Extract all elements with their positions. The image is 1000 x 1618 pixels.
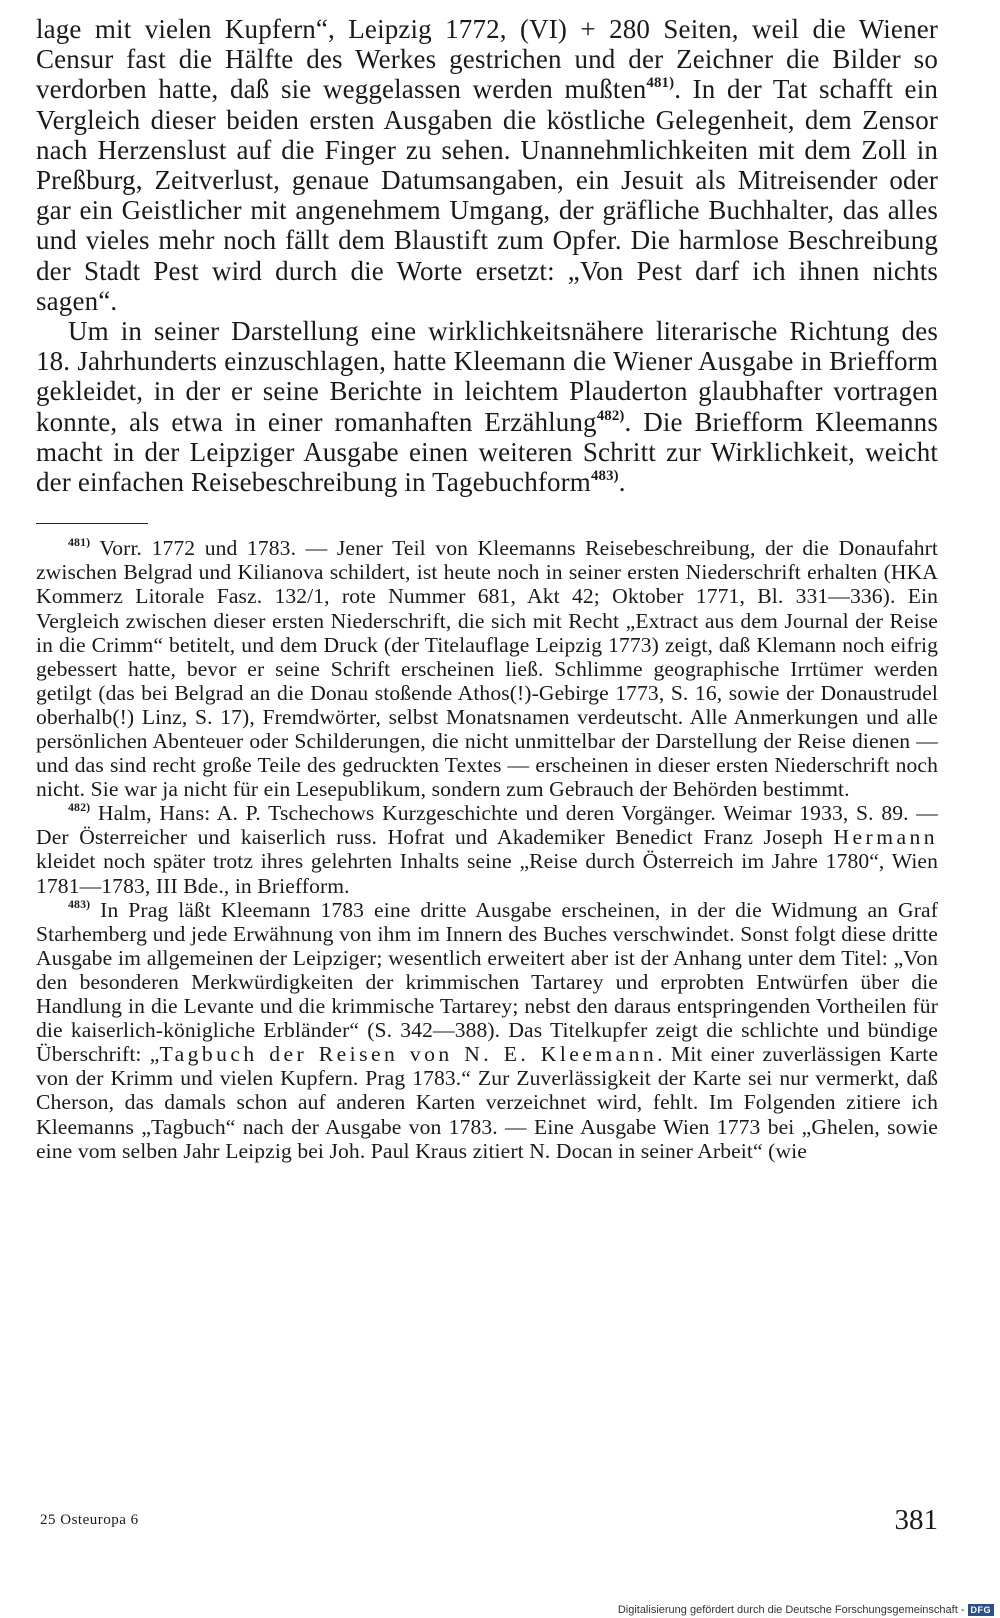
- footnote-ref-482[interactable]: 482): [596, 407, 625, 424]
- footnote-ref-481[interactable]: 481): [646, 75, 675, 92]
- footnote-number: 482): [68, 800, 91, 815]
- spaced-title: Tagbuch der Reisen von N. E. Kleemann: [159, 1042, 658, 1067]
- spaced-name: Hermann: [833, 825, 938, 850]
- paragraph-1: lage mit vielen Kupfern“, Leipzig 1772, (VI) + 280 Seiten, weil die Wiener Censur fast die Hälfte des Werkes gestrichen und der Zeichner die Bilder so verdorben hatte, daß sie weggelassen werden mußten$^{481)}$. In der Tat schafft ein Vergleich dieser beiden ersten Ausgaben die köstliche Gelegenheit, dem Zensor nach Herzenslust auf die Finger zu sehen. Unannehmlichkeiten mit dem Zoll in Preßburg, Zeitverlust, genaue Datumsangaben, ein Jesuit als Mitreisender oder gar ein Geistlicher mit angenehmem Umgang, der gräfliche Buchhalter, das alles und vieles mehr noch fällt dem Blaustift zum Opfer. Die harmlose Beschreibung der Stadt Pest wird durch die Worte ersetzt: „Von Pest darf ich ihnen nichts sagen“.: [36, 14, 938, 316]
- paragraph-2: Um in seiner Darstellung eine wirklichkeitsnähere literarische Richtung des 18. Jahrhunderts einzuschlagen, hatte Kleemann die Wiener Ausgabe in Briefform gekleidet, in der er seine Berichte in leichtem Plauderton glaubhafter vortragen konnte, als etwa in einer romanhaften Erzählung$^{482)}$. Die Briefform Kleemanns macht in der Leipziger Ausgabe einen weiteren Schritt zur Wirklichkeit, weicht der einfachen Reisebeschreibung in Tagebuchform$^{483)}$.: [36, 316, 938, 498]
- footnote-481: $^{481)}$ Vorr. 1772 und 1783. — Jener Teil von Kleemanns Reisebeschreibung, der die Donaufahrt zwischen Belgrad und Kilianova schildert, ist heute noch in seiner ersten Niederschrift erhalten (HKA Kommerz Litorale Fasz. 132/1, rote Nummer 681, Akt 42; Oktober 1771, Bl. 331—336). Ein Vergleich zwischen dieser ersten Niederschrift, die sich mit Recht „Extract aus dem Journal der Reise in die Crimm“ betitelt, und dem Druck (der Titelauflage Leipzig 1773) zeigt, daß Klemann noch eifrig gebessert hatte, bevor er seine Schrift erscheinen ließ. Schlimme geographische Irrtümer werden getilgt (das bei Belgrad an die Donau stoßende Athos(!)-Gebirge 1773, S. 16, sowie der Donaustrudel oberhalb(!) Linz, S. 17), Fremdwörter, selbst Monatsnamen verdeutscht. Alle Anmerkungen und alle persönlichen Abenteuer oder Schilderungen, die nicht unmittelbar der Darstellung der Reise dienen — und das sind recht große Teile des gedruckten Textes — erscheinen in dieser ersten Niederschrift noch nicht. Sie war ja nicht für ein Lesepublikum, sondern zum Gebrauch der Behörden bestimmt.: [36, 535, 938, 802]
- dfg-logo-icon: DFG: [968, 1604, 995, 1616]
- page-content: [36, 14, 938, 1163]
- footnote-ref-483[interactable]: 483): [590, 467, 619, 484]
- page-number: 381: [894, 1504, 938, 1536]
- signature-mark: 25 Osteuropa 6: [40, 1512, 139, 1528]
- footnote-number: 483): [68, 896, 91, 911]
- credit-text: Digitalisierung gefördert durch die Deutsche Forschungsgemeinschaft -: [617, 1604, 965, 1616]
- digitization-credit: [618, 1604, 994, 1616]
- footnotes: [36, 536, 938, 1162]
- page-footer: [40, 1504, 938, 1544]
- footnote-divider: [36, 523, 148, 524]
- footnote-482: $^{482)}$ Halm, Hans: A. P. Tschechows Kurzgeschichte und deren Vorgänger. Weimar 1933, S. 89. — Der Österreicher und kaiserlich russ. Hofrat und Akademiker Benedict Franz Joseph Hermann kleidet noch später trotz ihres gelehrten Inhalts seine „Reise durch Österreich im Jahre 1780“, Wien 1781—1783, III Bde., in Briefform.: [36, 800, 939, 898]
- footnote-483: $^{483)}$ In Prag läßt Kleemann 1783 eine dritte Ausgabe erscheinen, in der die Widmung an Graf Starhemberg und jede Erwähnung von ihm im Innern des Buches verschwindet. Sonst folgt diese dritte Ausgabe im allgemeinen der Leipziger; wesentlich erweitert aber ist der Anhang unter dem Titel: „Von den besonderen Merkwürdigkeiten der krimmischen Tartarey und erprobten Entwürfen über die Handlung in die Levante und die krimmische Tartarey; nebst den daraus entspringenden Vortheilen für die kaiserlich-königliche Erbländer“ (S. 342—388). Das Titelkupfer zeigt die schlichte und bündige Überschrift: „Tagbuch der Reisen von N. E. Kleemann. Mit einer zuverlässigen Karte von der Krimm und vielen Kupfern. Prag 1783.“ Zur Zuverlässigkeit der Karte sei nur vermerkt, daß Cherson, das damals schon auf anderen Karten verzeichnet wird, fehlt. Im Folgenden zitiere ich Kleemanns „Tagbuch“ nach der Ausgabe von 1783. — Eine Ausgabe Wien 1773 bei „Ghelen, sowie eine vom selben Jahr Leipzig bei Joh. Paul Kraus zitiert N. Docan in seiner Arbeit“ (wie: [36, 896, 939, 1163]
- body-text: [36, 14, 938, 497]
- footnote-number: 481): [68, 535, 91, 550]
